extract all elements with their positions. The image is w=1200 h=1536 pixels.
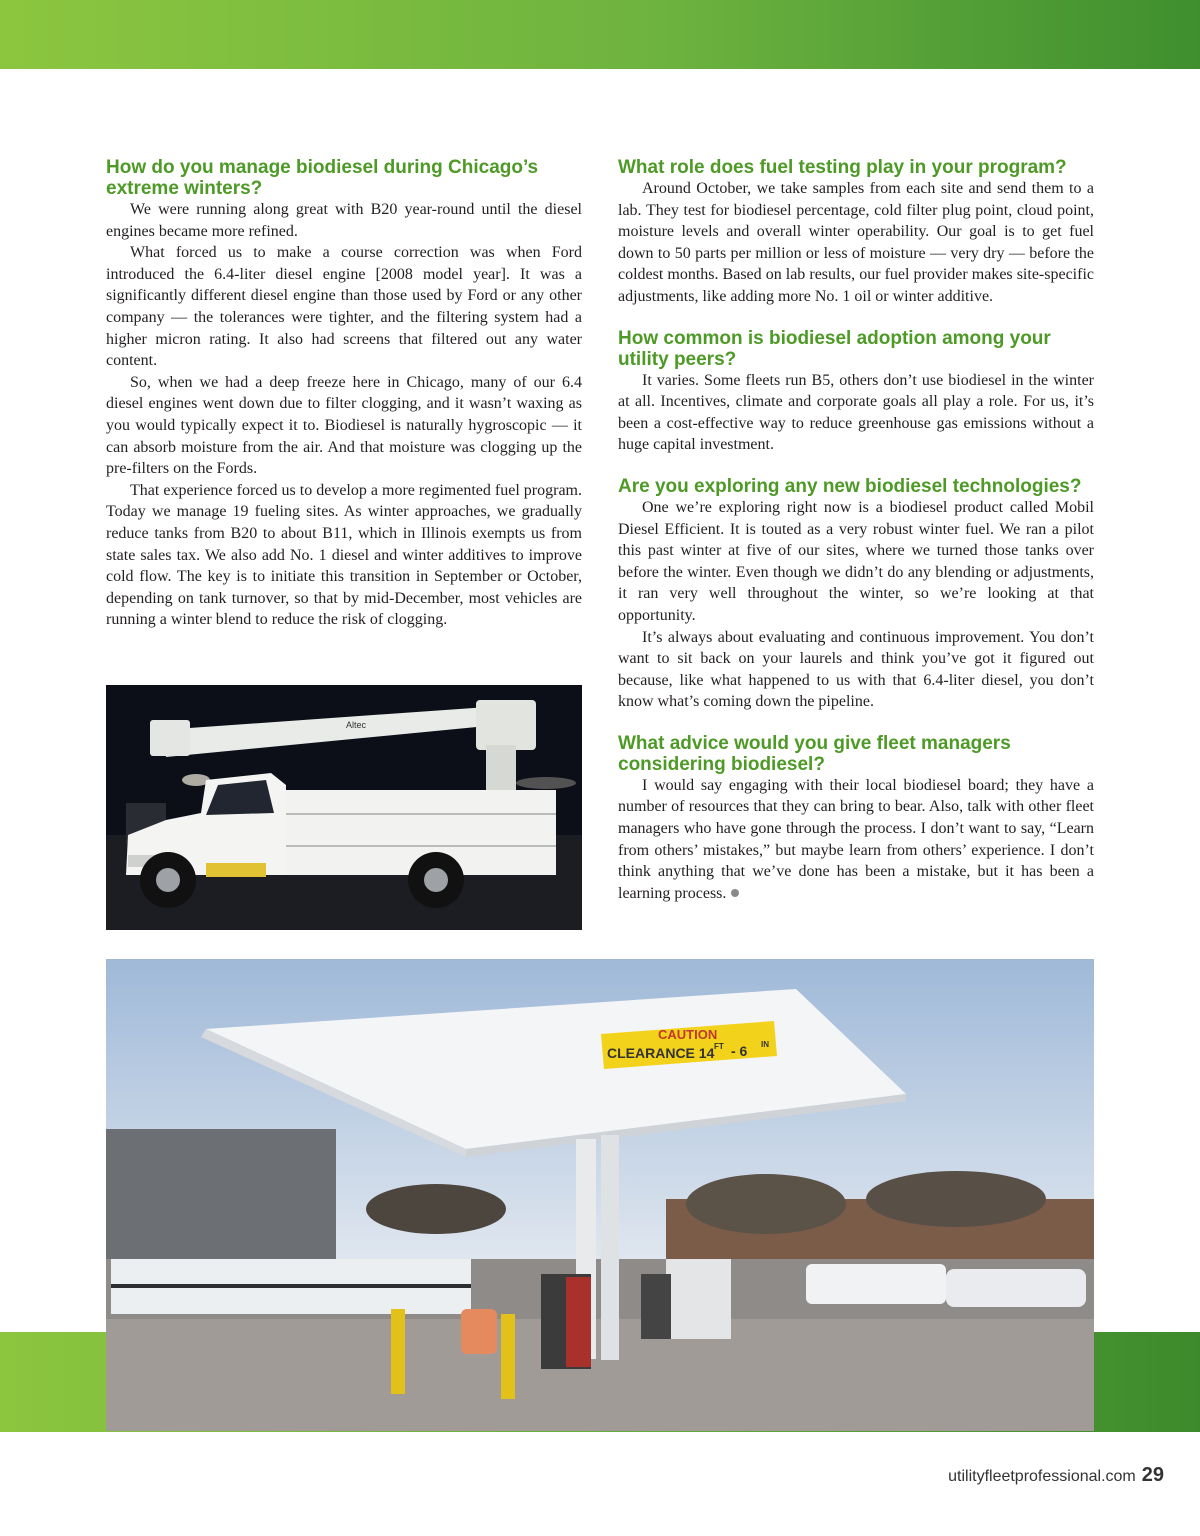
qa-section [618,328,1094,456]
sign-inches-unit: IN [761,1040,769,1049]
answer-paragraph: Around October, we take samples from each site and send them to a lab. They test for biodiesel percentage, cold filter plug point, cloud point, moisture levels and overall winter operability. Our goal is to get fuel down to 50 parts per million or less of moisture — very dry — before the coldest months. Based on lab results, our fuel provider makes site-specific adjustments, like adding more No. 1 oil or winter additive. [618,180,1094,305]
fueling-station-photo [106,959,1094,1431]
header-color-bar [0,0,1200,69]
bucket-truck-photo [106,685,582,930]
qa-section [618,733,1094,905]
answer-paragraph: That experience forced us to develop a more regimented fuel program. Today we manage 19 fueling sites. As winter approaches, we gradually reduce tanks from B20 to about B11, which in Illinois exempts us from state sales tax. We also add No. 1 diesel and winter additives to improve cold flow. The key is to initiate this transition in September or October, depending on tank turnover, so that by mid-December, most vehicles are running a winter blend to reduce the risk of clogging. [106,481,582,629]
left-column [106,157,582,651]
question-heading: How common is biodiesel adoption among your utility peers? [618,327,1051,370]
answer-text: I would say engaging with their local biodiesel board; they have a number of resources that they can bring to bear. Also, talk with other fleet managers who have gone through the process. I don’t want to say, “Learn from others’ mistakes,” but maybe learn from others’ experience. I don’t think anything that we’ve done has been a mistake, but it has been a learning process. [618,776,1094,902]
truck-brand-label: Altec [346,720,367,730]
answer-paragraph: So, when we had a deep freeze here in Chicago, many of our 6.4 diesel engines went down due to filter clogging, and it wasn’t waxing as you would typically expect it to. Biodiesel is naturally hygroscopic — it can absorb moisture from the air. And that moisture was clogging up the pre-filters on the Fords. [106,373,582,478]
question-heading: Are you exploring any new biodiesel technologies? [618,475,1082,497]
end-of-article-bullet-icon [731,889,739,897]
page-number: 29 [1141,1464,1164,1486]
answer-paragraph: One we’re exploring right now is a biodiesel product called Mobil Diesel Efficient. It is touted as a very robust winter fuel. We ran a pilot this past winter at five of our sites, where we turned those tanks over before the winter. Even though we didn’t do any blending or adjustments, it ran very well throughout the winter, so we’re looking at that opportunity. [618,498,1094,624]
sign-inches-value: - 6 [731,1043,748,1059]
question-heading: How do you manage biodiesel during Chicago’s extreme winters? [106,157,539,199]
question-heading: What advice would you give fleet managers considering biodiesel? [618,732,1011,775]
sign-feet-unit: FT [714,1042,724,1051]
answer-paragraph [618,775,1094,905]
right-column [618,157,1094,924]
sign-caution-text: CAUTION [658,1027,718,1042]
website-url: utilityfleetprofessional.com [948,1468,1136,1485]
question-heading: What role does fuel testing play in your program? [618,157,1067,178]
qa-section [618,157,1094,308]
sign-clearance-text: CLEARANCE 14 [607,1045,715,1061]
answer-paragraph: It varies. Some fleets run B5, others don’t use biodiesel in the winter at all. Incentives, climate and corporate goals all play a role. For us, it’s been a cost-effective way to reduce greenhouse gas emissions without a huge capital investment. [618,371,1094,454]
answer-paragraph: It’s always about evaluating and continuous improvement. You don’t want to sit back on your laurels and think you’ve got it figured out because, like what happened to us with that 6.4-liter diesel, you don’t know what’s coming down the pipeline. [618,628,1094,711]
page-footer [948,1464,1164,1487]
answer-paragraph: What forced us to make a course correction was when Ford introduced the 6.4-liter diesel engine [2008 model year]. It was a significantly different diesel engine than those used by Ford or any other company — the tolerances were tighter, and the filtering system had a higher micron rating. It also had screens that filtered out any water content. [106,244,582,370]
qa-section [106,157,582,631]
answer-paragraph: We were running along great with B20 year-round until the diesel engines became more refined. [106,201,582,240]
qa-section [618,476,1094,713]
